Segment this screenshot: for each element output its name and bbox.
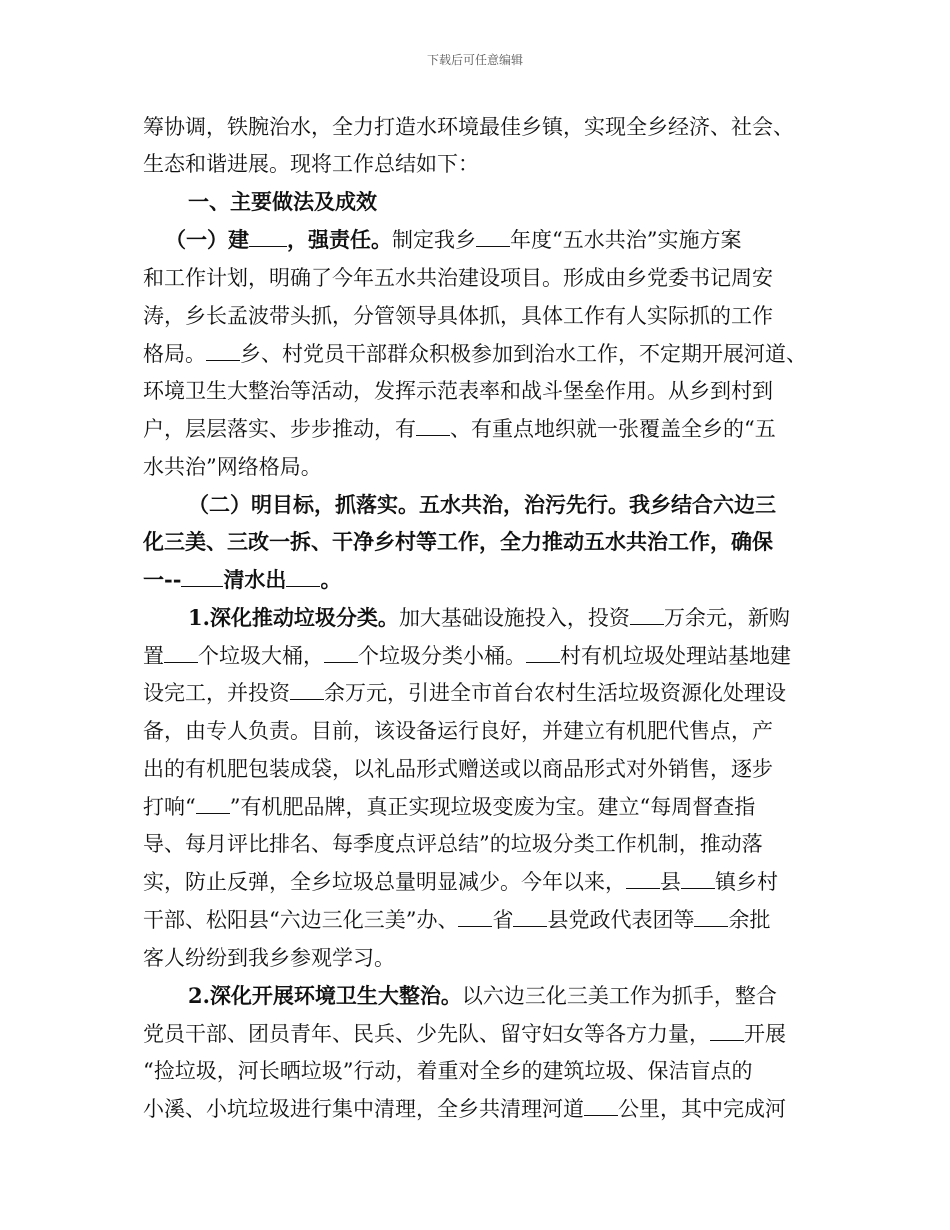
text-run: 格局。	[143, 342, 206, 366]
text-run: 个垃圾分类小桶。	[358, 644, 526, 668]
paragraph-line	[143, 642, 791, 670]
paragraph-line	[188, 491, 776, 519]
fill-blank	[513, 906, 547, 927]
text-run: 万余元，新购	[663, 606, 790, 630]
fill-blank	[476, 226, 510, 247]
fill-blank	[458, 906, 492, 927]
fill-blank	[164, 642, 198, 663]
text-run: 户，层层落实、步步推动，有	[143, 417, 416, 441]
subheading-run: （一）建	[165, 227, 249, 252]
text-run: 党员干部、团员青年、民兵、少先队、留守妇女等各方力量，	[143, 1022, 710, 1046]
paragraph-line	[188, 982, 777, 1010]
text-run: 开展	[744, 1022, 786, 1046]
text-run: 公里，其中完成河	[618, 1097, 786, 1121]
text-run: “捡垃圾，河长晒垃圾”行动，着重对全乡的建筑垃圾、保洁盲点的	[143, 1059, 753, 1083]
paragraph-line	[143, 377, 773, 405]
paragraph-line	[143, 906, 770, 934]
paragraph-line	[143, 566, 341, 594]
fill-blank	[626, 868, 660, 889]
paragraph-line	[143, 453, 322, 481]
text-run: 设完工，并投资	[143, 681, 290, 705]
text-run: 置	[143, 644, 164, 668]
text-run: 筹协调，铁腕治水，全力打造水环境最佳乡镇，实现全乡经济、社会、	[143, 115, 794, 139]
text-run: 以六边三化三美工作为抓手，整合	[461, 984, 777, 1008]
text-run: 省	[492, 908, 514, 932]
fill-blank	[290, 679, 324, 700]
text-run: 。	[320, 567, 342, 592]
paragraph-line	[143, 415, 776, 443]
fill-blank	[196, 793, 230, 814]
paragraph-line	[143, 150, 479, 178]
fill-blank	[286, 566, 320, 587]
text-run: 县	[660, 870, 681, 894]
text-run: 加大基础设施投入，投资	[398, 606, 630, 630]
paragraph-line	[143, 679, 786, 707]
paragraph-line	[143, 528, 773, 556]
section-heading	[188, 188, 377, 216]
paragraph-line	[143, 113, 794, 141]
text-run: 制定我乡	[392, 228, 476, 252]
paragraph-line	[143, 264, 773, 292]
text-run: 乡、村党员干部群众积极参加到治水工作，不定期开展河道、	[240, 342, 807, 366]
text-run: 导、每月评比排名、每季度点评总结”的垃圾分类工作机制，推动落	[143, 832, 763, 856]
paragraph-line	[188, 604, 790, 632]
text-run: 环境卫生大整治等活动，发挥示范表率和战斗堡垒作用。从乡到村到	[143, 379, 773, 403]
fill-blank	[681, 868, 715, 889]
paragraph-line	[143, 755, 773, 783]
text-run: 客人纷纷到我乡参观学习。	[143, 946, 395, 970]
paragraph-line	[143, 1095, 786, 1123]
text-run: 余万元，引进全市首台农村生活垃圾资源化处理设	[324, 681, 786, 705]
text-run: 化三美、三改一拆、干净乡村等工作，全力推动五水共治工作，确保	[143, 529, 773, 554]
fill-blank	[416, 415, 450, 436]
text-run: 水共治”网络格局。	[143, 455, 322, 479]
paragraph-line	[143, 717, 773, 745]
fill-blank	[584, 1095, 618, 1116]
text-run: 打响“	[143, 795, 196, 819]
fill-blank	[630, 604, 664, 625]
text-run: 县党政代表团等	[547, 908, 695, 932]
text-run: 村有机垃圾处理站基地建	[560, 644, 791, 668]
subheading-run: 2.深化开展环境卫生大整治。	[188, 983, 462, 1008]
paragraph-line	[143, 340, 807, 368]
paragraph-line	[143, 830, 763, 858]
text-run: 干部、松阳县“六边三化三美”办、	[143, 908, 459, 932]
fill-blank	[249, 226, 287, 247]
text-run: 个垃圾大桶，	[198, 644, 324, 668]
text-run: 生态和谐进展。现将工作总结如下：	[143, 152, 479, 176]
paragraph-line	[143, 868, 778, 896]
paragraph-line	[143, 302, 773, 330]
fill-blank	[324, 642, 358, 663]
fill-blank	[710, 1020, 744, 1041]
paragraph-line	[143, 944, 395, 972]
text-run: 年度“五水共治”实施方案	[510, 228, 742, 252]
paragraph-line	[143, 793, 755, 821]
text-run: （二）明目标，抓落实。五水共治，治污先行。我乡结合六边三	[188, 492, 776, 517]
fill-blank	[526, 642, 560, 663]
text-run: 小溪、小坑垃圾进行集中清理，全乡共清理河道	[143, 1097, 584, 1121]
subheading-run: ，强责任。	[287, 227, 392, 252]
text-run: 一、主要做法及成效	[188, 189, 377, 214]
text-run: 余批	[728, 908, 771, 932]
text-run: 一--	[143, 567, 182, 592]
text-run: 出的有机肥包装成袋，以礼品形式赠送或以商品形式对外销售，逐步	[143, 757, 773, 781]
fill-blank	[206, 340, 240, 361]
text-run: 实，防止反弹，全乡垃圾总量明显减少。今年以来，	[143, 870, 626, 894]
text-run: 镇乡村	[715, 870, 778, 894]
fill-blank	[181, 566, 223, 587]
paragraph-line	[143, 1020, 786, 1048]
text-run: 和工作计划，明确了今年五水共治建设项目。形成由乡党委书记周安	[143, 266, 773, 290]
page-header: 下载后可任意编辑	[426, 53, 523, 67]
paragraph-line	[143, 1057, 752, 1085]
subheading-run: 1.深化推动垃圾分类。	[188, 605, 399, 630]
text-run: 备，由专人负责。目前，该设备运行良好，并建立有机肥代售点，产	[143, 719, 773, 743]
text-run: ”有机肥品牌，真正实现垃圾变废为宝。建立“每周督查指	[229, 795, 756, 819]
text-run: 涛，乡长孟波带头抓，分管领导具体抓，具体工作有人实际抓的工作	[143, 304, 773, 328]
text-run: 清水出	[223, 567, 287, 592]
fill-blank	[694, 906, 728, 927]
paragraph-line	[165, 226, 741, 254]
text-run: 、有重点地织就一张覆盖全乡的“五	[450, 417, 776, 441]
